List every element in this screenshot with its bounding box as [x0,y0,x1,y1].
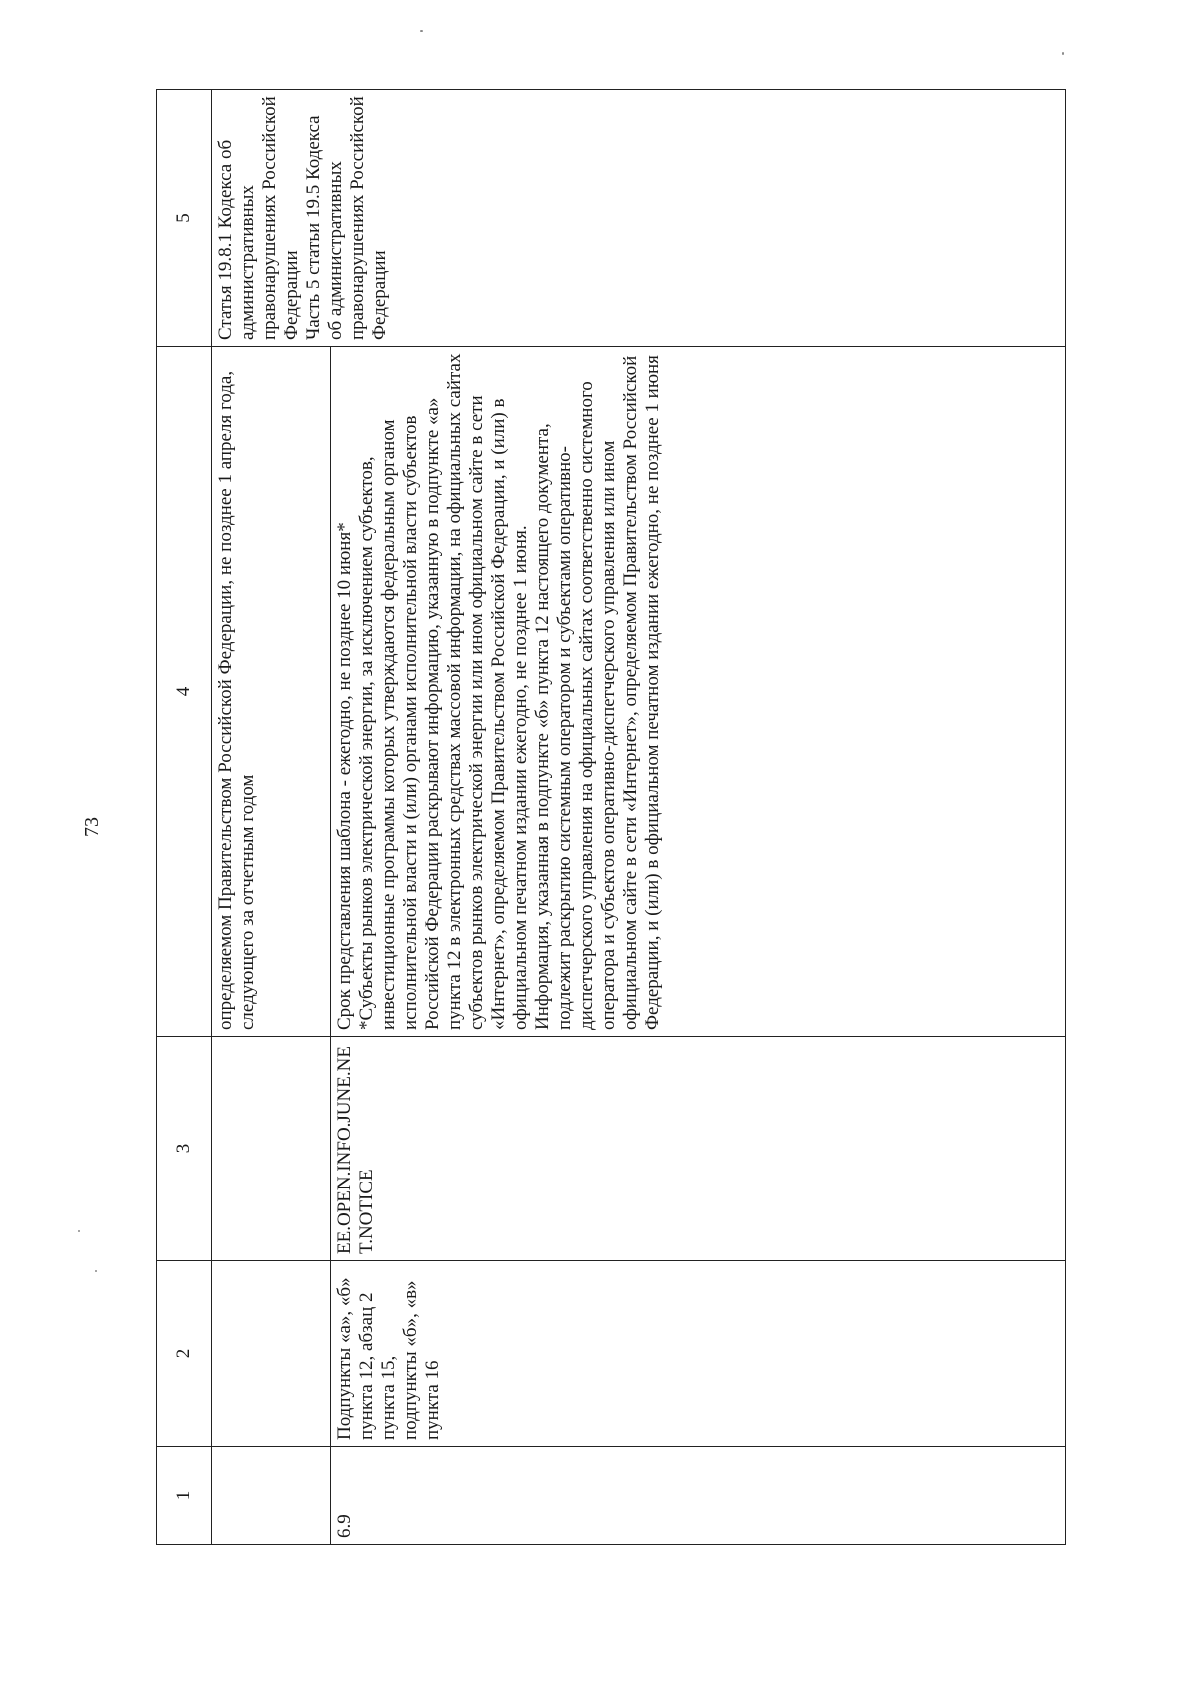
row-number-cell: 6.9 [331,1447,1066,1545]
header-cell-4: 4 [157,347,212,1037]
legal-reference-article-19-8-1: Статья 19.8.1 Кодекса об административных правонарушениях Российской Федерации [215,96,302,340]
header-cell-3: 3 [157,1037,212,1261]
scan-speck [420,30,423,32]
scan-speck [95,1270,97,1272]
legal-reference-article-19-5-part-5: Часть 5 статьи 19.5 Кодекса об административных правонарушениях Российской Федерации [303,96,390,340]
scan-speck [1062,52,1064,55]
table-row-continuation [212,90,331,1545]
clause-reference-cell: Подпункты «а», «б» пункта 12, абзац 2 пункта 15, подпункты «б», «в» пункта 16 [331,1261,1066,1447]
disclosure-terms-cell [331,347,1066,1037]
header-cell-1: 1 [157,1447,212,1545]
continuation-cell-2 [212,1261,331,1447]
scan-speck [78,1230,80,1232]
table-header-row [157,90,212,1545]
page-number: 73 [81,817,103,837]
header-cell-2: 2 [157,1261,212,1447]
legal-references-cell [212,90,1066,347]
rotated-page-content [156,90,1066,1545]
template-code-cell: EE.OPEN.INFO.JUNE.NET.NOTICE [331,1037,1066,1261]
continuation-cell-4: определяемом Правительством Российской Федерации, не позднее 1 апреля года, следующего за отчетным годом [212,347,331,1037]
continuation-cell-1 [212,1447,331,1545]
continuation-cell-3 [212,1037,331,1261]
footnote-paragraph: *Субъекты рынков электрической энергии, за исключением субъектов, инвестиционные программы которых утверждаются федеральным органом исполнительной власти и (или) органами исполнительной власти субъектов Российской Федерации раскрывают информацию, указанную в подпункте «а» пункта 12 в электронных средствах массовой информации, на официальных сайтах субъектов рынков электрической энергии или ином официальном сайте в сети «Интернет», определяемом Правительством Российской Федерации, и (или) в официальном печатном издании ежегодно, не позднее 1 июня. [356,353,531,1030]
header-cell-5: 5 [157,90,212,347]
requirements-table [156,89,1066,1545]
deadline-paragraph: Срок представления шаблона - ежегодно, не позднее 10 июня* [334,522,355,1030]
system-operator-paragraph: Информация, указанная в подпункте «б» пункта 12 настоящего документа, подлежит раскрытию системным оператором и субъектами оперативно-диспетчерского управления на официальных сайтах соответственно системного оператора и субъектов оперативно-диспетчерского управления или ином официальном сайте в сети «Интернет», определяемом Правительством Российской Федерации, и (или) в официальном печатном издании ежегодно, не позднее 1 июня [532,355,663,1030]
